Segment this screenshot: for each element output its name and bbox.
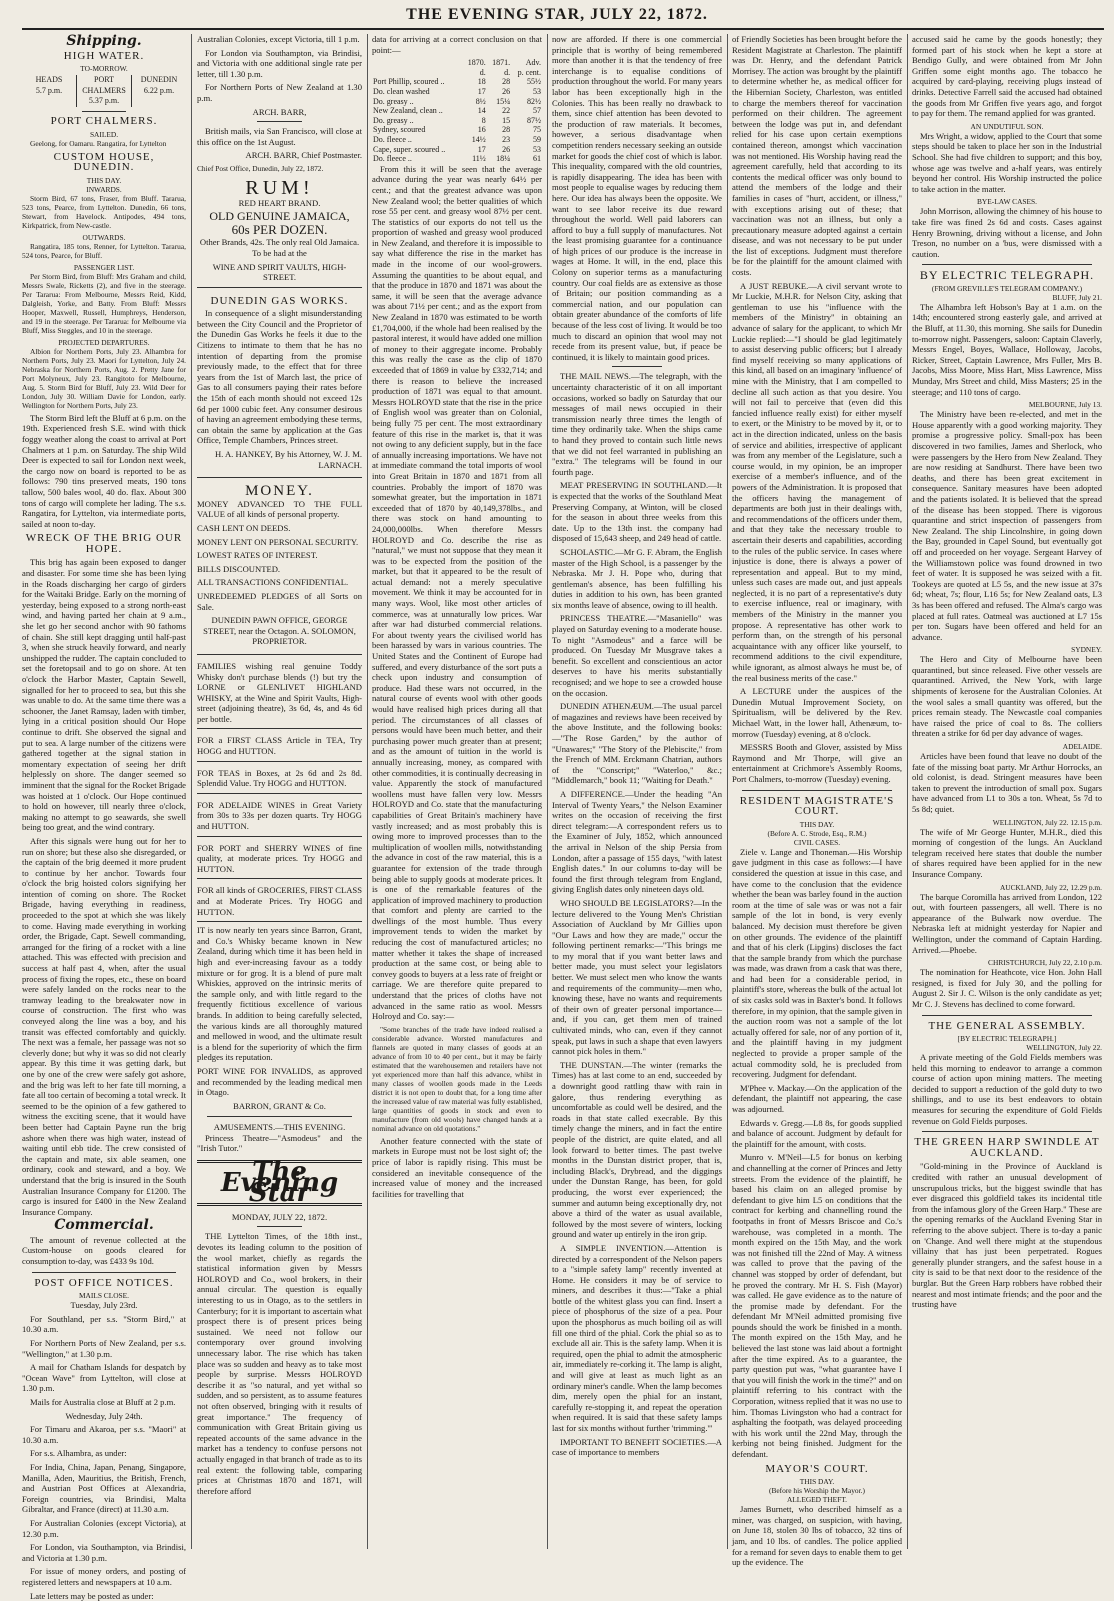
table-row: New Zealand, clean .. 14 22 57: [372, 106, 542, 116]
paper-date: MONDAY, JULY 22, 1872.: [197, 1212, 362, 1223]
hogg-advertisement: FAMILIES wishing real genuine Toddy Whisky don't purchase blends (!) but try the LORNE or GLENLIVET HIGHLAND WHISKY, at the Wine and Spirit Vaults, High-street (adjoining theatre), 3s 6d, 4s, and 4s 6d per bottle.: [197, 658, 362, 730]
civil-cases-heading: CIVIL CASES.: [732, 838, 902, 847]
news-paragraph: MEAT PRESERVING IN SOUTHLAND.—It is expected that the works of the Southland Meat Preserving Company, at Winton, will be closed for the season in about three weeks from this date. Up to the 13th inst. the company had disposed of 15,643 sheep, and 249 head of cattle.: [552, 480, 722, 544]
post-line: For issue of money orders, and posting of registered letters and newspapers at 10 a.m.: [22, 1566, 186, 1587]
commercial-heading: Commercial.: [22, 1220, 186, 1231]
post-line: Tuesday, July 23rd.: [22, 1300, 186, 1311]
amusements-heading: AMUSEMENTS.—THIS EVENING.: [197, 1122, 362, 1133]
news-paragraph: A LECTURE under the auspices of the Dunedin Mutual Improvement Society, on Spiritualism, will be delivered by the Rev. Michael Watt, in the lower hall, Athenæum, to-morrow (Tuesday) evening, at 8 o'clock.: [732, 686, 902, 739]
post-line: For Southland, per s.s. "Storm Bird," at 10.30 a.m.: [22, 1314, 186, 1335]
byelaw-heading: BYE-LAW CASES.: [912, 197, 1102, 206]
telegraph-subheading: (FROM GREVILLE'S TELEGRAM COMPANY.): [912, 284, 1102, 293]
gas-text: In consequence of a slight misunderstanding between the City Council and the Proprietor of the Dunedin Gas Works he feels it due to the Citizens to intimate to them that he has no intention of departing from the promise previously made, to the effect that for three years from the 1st of March last, the price of Gas to all consumers paying their rates before the 15th of each month should not exceed 12s 6d per 1000 cubic feet. Any consumer desirous of having an agreement embodying these terms, can obtain the same by application at the Gas Office, Temple Chambers, Princes street.: [197, 308, 362, 446]
mayor-day: THIS DAY.: [732, 1477, 902, 1486]
post-line: For Timaru and Akaroa, per s.s. "Maori" at 10.30 a.m.: [22, 1424, 186, 1445]
leader-quote: "Some branches of the trade have indeed realised a considerable advance. Worsted manufactures and flannels are quoted in many classes of goods at an advance of from 10 to 40 per cent., but it may be fairly estimated that the warehousemen and retailers have not yet experienced more than half this advance, whilst in many classes of woollen goods made in the Leeds district it is not open to doubt that, for a long time after the increased value of raw material was fully established, large quantities of goods in stock and even to manufacture (from old wools) have changed hands at a nominal advance on old quotations.": [372, 1025, 542, 1133]
table-row: Do. greasy .. 8 15 87½: [372, 116, 542, 126]
telegram: [912, 293, 1102, 397]
rule: [257, 121, 302, 122]
rule: [257, 1226, 302, 1227]
mayor-court-heading: MAYOR'S COURT.: [732, 1464, 902, 1475]
telegram-text: The wife of Mr George Hunter, M.H.R., died this morning of congestion of the lungs. An Auckland telegram received here states that double the number of shares required have been applied for in the new Insurance Company.: [912, 827, 1102, 880]
money-advertisement: [197, 481, 362, 655]
whisky-advertisement: IT is now nearly ten years since Barron, Grant, and Co.'s Whisky became known in New Zealand, during which time it has been held in high and ever-increasing favour as a toddy mixture or for grog. It is a blend of pure malt Whiskies, approved on the intrinsic merits of the sample only, and with little regard to the frequently fictitious excellence of various brands. In addition to being carefully selected, the various kinds are all thoroughly matured and mellowed in wood, and the ultimate result is a blend for the superiority of which the firm pledges its reputation.: [197, 925, 362, 1063]
column-4: [552, 34, 722, 1549]
table-row: Port Phillip, scoured .. 18 28 55½: [372, 77, 542, 87]
tide-port-chalmers: PORT CHALMERS 5.37 p.m.: [76, 75, 132, 107]
column-divider: [191, 34, 192, 1549]
high-water-heading: HIGH WATER.: [22, 51, 186, 62]
column-divider: [727, 34, 728, 1549]
rum-text: Other Brands, 42s. The only real Old Jamaica. To be had at the: [197, 237, 362, 258]
post-line: Late letters may be posted as under:: [22, 1591, 186, 1601]
table-header-row: 1870. 1871. Adv.: [372, 58, 542, 68]
wreck-paragraph: After this signals were hung out for her to run on shore; but these also she disregarded, or the captain of the brig deemed it more prudent to continue by her anchor. Towards four o'clock the brig hoisted colors signifying her intention of coming on shore. The Rocket Brigade, having everything in readiness, proceeded to the spot at which she was likely to come. Having made everything in working order, the Brigade, Capt. Sewell commanding, arranged for the firing of a rocket with a line attached. This was effected with precision and success at half past 4, when, after the usual process of fixing the ropes, etc., these on board were safely landed on the rocks near to the tramway leading to the breakwater now in course of construction. The first who was conveyed along the line was a boy, and his transit was effected comfortably and quickly. The next was a female, her passage was not so cleverly done; but why it was so did not clearly appear. By this time it was getting dark, but one by one of the crew were safely got ashore, and the brig was left to her fate till morning, a fate all too certain of becoming a total wreck. It seemed to be the opinion of a few gathered to witness the exciting scene, that it would have been better had Captain Payne run the brig ashore when there was high water, instead of waiting until ebb tide. The crew consisted of the captain and mate, six able seamen, one ordinary, cook and steward, and a boy. We understand that the brig is insured in the South Australian Insurance Company for £1200. The cargo is insured for £400 in the New Zealand Insurance Company.: [22, 836, 186, 1217]
court-case: Edwards v. Gregg.—L8 8s, for goods supplied and balance of account. Judgment by default for the plaintiff for the amount, with costs.: [732, 1118, 902, 1150]
rum-vaults: WINE AND SPIRIT VAULTS, HIGH-STREET.: [197, 262, 362, 283]
news-paragraph: SCHOLASTIC.—Mr G. F. Abram, the English master of the High School, is a passenger by the Nebraska. Mr J. H. Pope who, during that gentleman's absence, has been fulfilling his duties in addition to his own, has been granted six months leave of absence, owing to ill health.: [552, 547, 722, 611]
rule: [612, 366, 662, 367]
post-line: For s.s. Alhambra, as under:: [22, 1448, 186, 1459]
rule: [32, 1272, 176, 1273]
post-cont-line: Australian Colonies, except Victoria, till 1 p.m.: [197, 34, 362, 45]
post-line: For India, China, Japan, Penang, Singapore, Manilla, Aden, Mauritius, the British, French, and Austrian Post Offices at Alexandria, Foreign countries, via Brindisi, Malta Gibraltar, and France (direct) at 11.30 a.m.: [22, 1462, 186, 1515]
rum-advertisement: [197, 176, 362, 288]
telegram-place: BLUFF, July 21.: [912, 293, 1102, 302]
rm-court-heading: RESIDENT MAGISTRATE'S COURT.: [732, 796, 902, 817]
post-line: For Northern Ports of New Zealand, per s.s. "Wellington," at 1.30 p.m.: [22, 1338, 186, 1359]
rm-before: (Before A. C. Strode, Esq., R.M.): [732, 829, 902, 838]
telegram-text: The Alhambra left Hobson's Bay at 1 a.m. on the 14th; encountered strong easterly gale, and arrived at the Bluff, at 11.30, this morning. She sails for Dunedin to-morrow night. Passengers, saloon: Captain Claverly, Messrs Engel, Boyes, Wallace, Holloway, Jacobs, Ricker, Street, Captain Lawrence, Mrs Fuller, Mrs B. Jacobs, Miss Moore, Miss Hart, Miss Lawrence, Miss Munday, Mrs Street and child, Miss Masters; 25 in the steerage; and 110 tons of cargo.: [912, 302, 1102, 397]
news-paragraph: A JUST REBUKE.—A civil servant wrote to Mr Luckie, M.H.R. for Nelson City, asking that gentleman to use his "influence with the members of the Ministry" in obtaining an advance of salary for the applicant, to which Mr Luckie replied:—"I should be glad legitimately to assist deserving public officers; but I already find myself receiving so many applications of this kind, all based on an imaginary 'influence' of mine with the Ministry, that I am compelled to decline all such action as that you desire. You will not fail to perceive that (even did this fancied influence really exist) for either myself to exert, or the Ministry to be moved by it, or to act in the direction indicated, unless on the basis of service and abilities, irrespective of applicant was from any member of the Legislature, such a course would, in my opinion, be an improper exercise of a member's influence, and of the powers of the Administration. It is proposed that the officers having the management of departments are both just in their dealings with, and recommendations of the officers under them, and that they take the necessary trouble to ascertain their deserts and capabilities, according to the rules of the public service. In cases where injustice is done, there is always a power of representation and appeal. But to my mind, unless such cases are made out, and just appeals neglected, it is no part of a representative's duty to exercise influence, real or imaginary, with members of the Ministry in the manner you propose. A representative has other work to perform than, on the strength of his personal acquaintance with any officer like yourself, to recommend additions to the civil expenditure, while ignorant, as almost always he must be, of the real business merits of the case.": [732, 281, 902, 684]
harp-text: "Gold-mining in the Province of Auckland is credited with rather an unusual development of unscrupulous tricks, but the biggest swindle that has ever disgraced this goldfield takes its incidental title from the infamous glory of the Green Harp." These are the opening remarks of the Auckland Evening Star in referring to the above subject. There is to-day a panic on 'Change. And well there might at the stupendous villainy that has just been perpetrated. Rogues generally plunder strangers, and the safest house in a city is said to be that next door to the residence of the burglar. But the Green Harp robbers have robbed their nearest and most intimate friends; and the poor and the trusting have: [912, 1161, 1102, 1309]
table-row: Do. clean washed 17 26 53: [372, 87, 542, 97]
court-case: John Morrison, allowing the chimney of his house to take fire was fined 2s 6d and costs. Cases against Henry Browning, driving without a license, and John Treson, no number on a 'bus, were dismissed with a caution.: [912, 206, 1102, 259]
column-1: [22, 34, 186, 1549]
leader-text: THE Lyttelton Times, of the 18th inst., devotes its leading column to the position of the wool market, chiefly as regards the statistical information given by Messrs HOLROYD and Co., wool brokers, in their annual circular. The question is equally interesting to us in Otago, as to the settlers in Canterbury; for it is important to ascertain what prospect there is of present prices being sustained. We need not follow our contemporary over ground involving unnecessary labor. The rise which has taken place was so sudden and heavy as to take most people by surprise. Messrs HOLROYD describe it as "so natural, and yet withal so sudden, and so persistent, as to assume features not often observed, bringing with it results of great importance." The frequency of communication with Great Britain giving us repeated accounts of the same advance in the market has a tendency to confuse persons not actually engaged in that branch of trade as to its real extent: the following table, comparing prices at Christmas 1870 and 1871, will therefore afford: [197, 1231, 362, 1496]
hogg-advertisement: FOR TEAS in Boxes, at 2s 6d and 2s 8d. Splendid Value. Try HOGG and HUTTON.: [197, 765, 362, 794]
money-heading: MONEY.: [197, 486, 362, 497]
news-paragraph: THE DUNSTAN.—The winter (remarks the Times) has at last come to an end, succeeded by a downright good rattling thaw with rain in galore, thus rendering everything as uncomfortable as could well be desired, and the roads in that state called execrable. By this timely change the miners, and in fact the entire people of the district, are quite elated, and all look forward to better times. The past twelve months in the Dunstan district proper, that is, including Black's, Drybread, and the diggings under the Dunstan Range, has been, for gold producing, the worst ever experienced; the summer and autumn being exceptionally dry, not above a third of the water as usual available, followed by the most severe of winters, locking ground and water up entirely in the iron grip.: [552, 1060, 722, 1240]
telegram: [912, 645, 1102, 739]
wool-intro: data for arriving at a correct conclusion on that point:—: [372, 34, 542, 55]
telegram-place: WELLINGTON, July 22. 12.15 p.m.: [912, 818, 1102, 827]
court-case: James Burnett, who described himself as a miner, was charged, on suspicion, with having, on June 18, stolen 30 lbs of tobacco, 32 tins of jam, and 10 lbs. of candles. The police applied for a remand for seven days to enable them to get up the evidence. The: [732, 1504, 902, 1568]
telegram-text: Articles have been found that leave no doubt of the fate of the missing boat party. Mr Arthur Horrocks, an old colonist, is dead. Stringent measures have been taken to prevent the introduction of small pox. Sugars have advanced from L1 to 30s a ton. Wheat, 5s 7d to 5s 8d; quiet.: [912, 751, 1102, 815]
telegram: [912, 958, 1102, 1009]
news-paragraph: A DIFFERENCE.—Under the heading "An Interval of Twenty Years," the Nelson Examiner writes on the occasion of receiving the first direct telegram:—A correspondent refers us to the Examiner of July, 1852, which announced the arrival in Nelson of the ship Persia from London, after a passage of 155 days, "with latest English dates." In our columns to-day will be found the first through telegram from England, giving English dates only nineteen days old.: [552, 789, 722, 895]
court-case: M'Phee v. Mackay.—On the application of the defendant, the plaintiff not appearing, the case was adjourned.: [732, 1083, 902, 1115]
outwards-text: Rangatira, 185 tons, Renner, for Lyttelton. Tararua, 524 tons, Pearce, for Bluff.: [22, 242, 186, 260]
news-paragraph: THE MAIL NEWS.—The telegraph, with the uncertainty characteristic of it on all important occasions, worked so badly on Saturday that our messages of mail news occupied in their transmission nearly three times the length of time they ordinarily take. When the ships came to hand they proved to contain such little news that we did not feel warranted in publishing an "extra." The telegrams will be found in our fourth page.: [552, 371, 722, 477]
port-wine-signature: BARRON, GRANT & Co.: [197, 1101, 362, 1112]
telegram-text: The barque Coromilla has arrived from London, 122 out, with fourteen passengers, all well. There is no appearance of the Bulwark now overdue. The Nebraska left at midnight yesterday for Napier and Wellington, under the command of Captain Harding. Arrived.—Phoebe.: [912, 892, 1102, 956]
post-cont-line: For Northern Ports of New Zealand at 1.30 p.m.: [197, 82, 362, 103]
outwards-heading: OUTWARDS.: [22, 233, 186, 242]
rum-heading: RUM!: [197, 183, 362, 194]
customs-heading: CUSTOM HOUSE, DUNEDIN.: [22, 152, 186, 173]
news-paragraph: of Friendly Societies has been brought before the Resident Magistrate at Charleston. The plaintiff was Dr. Henry, and the defendant Patrick Morrisey. The action was brought by the plaintiff to determine whether he, as medical officer for the Hibernian Society, Charleston, was entitled to charge the members thereof for vaccination performed on their children. The agreement between the lodge was put in, and defendant relied for his case upon certain exemptions contained thereon, amongst which vaccination was not mentioned. His Worship having read the agreement carefully, held that according to its contents the medical officer was only bound to attend the members of the lodge and their families in cases of "hurt, accident, or illness," with exceptions arising out of these; that vaccination was not an illness, but only a precautionary measure adopted against a certain disease, and was not necessary to be put under the list of exceptions. Judgment must therefore be for the plaintiff for the amount claimed with costs.: [732, 34, 902, 278]
leader-paragraph: now are afforded. If there is one commercial principle that is worthy of being remembered more than another it is that the tendency of free interchange is to equalise conditions of production throughout the world. For many years labor has been exceptionally high in the Colonies. This has been really no drawback to them, since chief attention has been devoted to the production of raw materials. It becomes, however, a serious disadvantage when competition renders necessary seeking an outside market for goods the chief cost of which is labor. This inequality, compared with the old countries, is rapidly disappearing. The idea has been with most people to equalise wages by reducing them here. Our idea has always been the opposite. We want to see labor receive its due reward throughout the world. Well paid laborers can afford to buy a full supply of manufactures. Not the least promising guarantee for a continuance of high prices of our produce is the increase in wages at Home. It will, in the end, place this Colony on superior terms as a manufacturing country. Our coal fields are as extensive as those of Britain; our position commanding as a commercial nation, and our population can obtain greater abundance of the comforts of life because of the less cost of living. It would be too much to discard an opinion that wool may not recede from its present value, but, if peace be continued, it is likely to maintain good prices.: [552, 34, 722, 362]
sailed-text: Geelong, for Oamaru. Rangatira, for Lyttelton: [22, 139, 186, 148]
leader-paragraph: Another feature connected with the state of markets in Europe must not be lost sight of; the price of labor is rapidly rising. This must be considered an inevitable consequence of the increased value of money and the increased facilities for travelling that: [372, 1136, 542, 1200]
leader-paragraph: From this it will be seen that the average advance during the year was nearly 64½ per cent.; and that the greatest advance was upon New Zealand wool; the better qualities of which rose 55 per cent. and greasy wool 87½ per cent. The statistics of our exports do not tell us the proportion of washed and greasy wool produced in New Zealand, and therefore it is impossible to say what difference the rise in the market has made in the income of our wool-growers. Assuming the quantities to be about equal, and that the produce in 1870 and 1871 was about the same, it will be seen that the average advance was about 71½ per cent.; and as the export from New Zealand in 1870 was estimated to be worth £1,704,000, if the whole had been realised by the pastoral interest, it would have added one million of money to their aggregate income. Probably this was really the case as the clip of 1870 exceeded that of 1869 in value by £332,714; and there is reason to believe the increased production of 1871 was equal to that amount. Messrs HOLROYD state that the rise in the price of English wool was greater than on Colonial, being fully 75 per cent. The most extraordinary feature of this rise in the market is, that it was not owing to any deficient supply, but in the face of annually increasing importations. We have not at immediate command the total imports of wool into Great Britain in 1870 and 1871 from all countries. Probably the import of 1870 was somewhat greater, but the importation in 1871 exceeded that of 1870 by 40,149,378lbs., and there was stock on hand amounting to 24,000,000lbs. When therefore Messrs HOLROYD and Co. describe the rise as "natural," we must not suppose that they mean it was to be expected from the position of the market, but that it appeared to be the result of actual demand: not a merely speculative movement. We think it may be accounted for in many ways. Wool, like most other articles of commerce, was at unnaturally low prices. War after war had disturbed commercial relations. For about twenty years the civilised world has been harassed by wars in various countries. The United States and the Continent of Europe had suffered, and every disturbance of the sort puts a check upon industry and consumption of produce. Had these wars not occurred, in the natural course of events wool with other goods would have realised high prices during all that period. The circumstances of all classes of persons would have been much better, and their purchasing power much greater than at present; and as the amount of tuition in the world is annually increasing, money, as compared with other commodities, it is continually decreasing in value. Apparently the stock of manufactured woollens must have fallen very low. Messrs HOLROYD and Co. state that the manufacturing capabilities of Great Britain's machinery have vastly increased; and as most probably this is owing more to improved processes than to the multiplication of woollen mills, notwithstanding the advance in cost of the raw material, this is a guarantee for extension of the trade through being able to supply goods at moderate prices. It is one of the remarkable features of the application of improved machinery to production that comfort and plenty are carried to the dwellings of the most humble. Thus every improvement tends to widen the market by reducing the cost of manufactured articles; no matter whether it takes the shape of increased production at the same cost, or being able to convey goods to buyers at a less rate of freight or carriage. We are therefore quite prepared to understand that the prices of cloths have not advanced in the same ratio as wool. Messrs Holroyd and Co. say:—: [372, 164, 542, 1022]
projected-heading: PROJECTED DEPARTURES.: [22, 338, 186, 347]
money-line: MONEY LENT ON PERSONAL SECURITY.: [197, 537, 362, 548]
shipping-heading: Shipping.: [22, 36, 186, 47]
mails-close-label: MAILS CLOSE.: [22, 1291, 186, 1300]
inwards-heading: INWARDS.: [22, 185, 186, 194]
hogg-advertisement: FOR ADELAIDE WINES in Great Variety from 30s to 33s per dozen quarts. Try HOGG and HUTTON.: [197, 797, 362, 837]
money-signature: DUNEDIN PAWN OFFICE, GEORGE STREET, near the Octagon. A. SOLOMON, PROPRIETOR.: [197, 615, 362, 647]
column-5: [732, 34, 902, 1549]
rule: [742, 790, 892, 791]
news-paragraph: PRINCESS THEATRE.—"Masaniello" was played on Saturday evening to a moderate house. To night "Asmodeus" and a farce will be produced. On Tuesday Mr Musgrave takes a benefit. So excellent and conscientious an actor deserves to have his merits substantially recognised; and we hope to see a crowded house on the occasion.: [552, 613, 722, 698]
rule: [922, 1131, 1092, 1132]
rule: [207, 1116, 352, 1117]
table-row: Do. fleece .. 14½ 23 59: [372, 135, 542, 145]
telegram-place: AUCKLAND, July 22, 12.29 p.m.: [912, 883, 1102, 892]
court-case: Mrs Wright, a widow, applied to the Court that some steps should be taken to place her son in the Industrial School. She had five children to support; and this boy, whose age was twelve and a-half years, was entirely beyond her control. His Worship instructed the police to take action in the matter.: [912, 131, 1102, 195]
court-case: Ziele v. Lange and Thoneman.—His Worship gave judgment in this case as follows:—I have considered the question at issue in this case, and have come to the conclusion that the evidence whether the bean was barley found in the auction room at the time of sale was or was not a fair sample of the lot in bond, is very evenly balanced. My decision must therefore be given on other grounds. The evidence of the plaintiff and that of his clerk (Lipgins) discloses the fact that the sample brandy from which the purchase was made, was drawn from a cask that was there, and had been for a considerable period, in plaintiff's store, whereas the bulk of the actual lot of six casks sold was in Baxter's bond. It follows therefore, in my opinion, that the sample given in the auction room was not a sample of the lot actually offered for sale, nor of any portion of it, and the plaintiff having in my judgment neglected to provide a proper sample of the actual commodity sold, he is precluded from recovering. Judgment for defendant.: [732, 847, 902, 1080]
post-cont-line: ARCH. BARR,: [197, 107, 362, 118]
rum-price: 60s PER DOZEN.: [197, 225, 362, 236]
masthead: THE EVENING STAR, JULY 22, 1872.: [0, 6, 1114, 24]
telegram: [912, 742, 1102, 815]
inwards-text: Storm Bird, 67 tons, Fraser, from Bluff. Tararua, 523 tons, Pearce, from Lyttelton. Dunedin, 66 tons, Stewart, from Havelock. Antipodes, 494 tons, Kirkpatrick, from New-castle.: [22, 194, 186, 230]
column-divider: [547, 34, 548, 1549]
wool-price-table: [372, 58, 542, 164]
post-cont-line: Chief Post Office, Dunedin, July 22, 1872.: [197, 164, 362, 173]
telegram-text: The Hero and City of Melbourne have been quarantined, but since released. Five other vessels are quarantined. Arrived, the New York, with large shipments of kerosene for the Australian Colonies. At the wool sales a small quantity was offered, but the prices remain steady. The Newcastle coal companies have raised the price of coal to 8s. The colliers threaten a strike for 6d per day advance of wages.: [912, 654, 1102, 739]
sailed-subheading: SAILED.: [22, 130, 186, 139]
commercial-text: The amount of revenue collected at the Custom-house on goods cleared for consumption to-day, was £433 9s 10d.: [22, 1235, 186, 1267]
post-line: Wednesday, July 24th.: [22, 1411, 186, 1422]
telegram: [912, 400, 1102, 642]
projected-text: Albion for Northern Ports, July 23. Alhambra for Northern Ports, July 23. Maori for Lyttelton, July 24. Nebraska for Northern Ports, Aug. 2. Pretty Jane for Port Molyneux, July 23. Rangitoto for Melbourne, Aug. 5. Storm Bird for Bluff, July 23. Wild Deer for London, July 30. William Davie for London, early. Wellington for Northern Ports, July 23.: [22, 347, 186, 410]
assembly-place: WELLINGTON, July 22.: [912, 1043, 1102, 1052]
rule: [922, 1015, 1092, 1016]
news-paragraph: A SIMPLE INVENTION.—Attention is directed by a correspondent of the Nelson papers to a "simple safety lamp" recently invented at Home. He considers it may be of service to miners, and describes it thus:—"Take a phial bottle of the whitest glass you can find. Insert a piece of phosphorus of the size of a pea. Pour upon the phosphorus as much boiling oil as will fill one third of the phial. Cork the phial so as to exclude all air. This is the safety lamp. When it is required, open the phial to admit the atmospheric air, immediately re-corking it. The lamp is alight, and will give at least as much light as an ordinary miner's candle. When the lamp becomes dim, merely open the phial for an instant, carefully re-stopping it, and repeat the operation when required. It is said that these safety lamps last for six months without further 'trimming.'": [552, 1243, 722, 1434]
post-office-heading: POST OFFICE NOTICES.: [22, 1278, 186, 1289]
post-cont-line: For London via Southampton, via Brindisi, and Victoria with one additional single rate per letter, till 1.30 p.m.: [197, 48, 362, 80]
tide-table: [22, 75, 186, 107]
passenger-heading: PASSENGER LIST.: [22, 263, 186, 272]
telegram: [912, 883, 1102, 956]
telegram-place: CHRISTCHURCH, July 22, 2.10 p.m.: [912, 958, 1102, 967]
rum-brand: RED HEART BRAND.: [197, 198, 362, 209]
telegram: [912, 818, 1102, 880]
table-row: Sydney, scoured 16 28 75: [372, 125, 542, 135]
rum-line: OLD GENUINE JAMAICA,: [197, 211, 362, 222]
wreck-heading: WRECK OF THE BRIG OUR HOPE.: [22, 533, 186, 554]
money-line: ALL TRANSACTIONS CONFIDENTIAL.: [197, 577, 362, 588]
harp-heading: THE GREEN HARP SWINDLE AT AUCKLAND.: [912, 1137, 1102, 1158]
this-day-label: THIS DAY.: [22, 176, 186, 185]
telegram-place: MELBOURNE, July 13.: [912, 400, 1102, 409]
news-paragraph: IMPORTANT TO BENEFIT SOCIETIES.—A case of importance to members: [552, 1437, 722, 1458]
news-paragraph: MESSRS Booth and Glover, assisted by Miss Raymond and Mr Thorpe, will give an entertainment at Crichmore's Assembly Rooms, Port Chalmers, to-morrow (Tuesday) evening.: [732, 742, 902, 784]
hogg-advertisement: FOR all kinds of GROCERIES, FIRST CLASS and at Moderate Prices. Try HOGG and HUTTON.: [197, 882, 362, 922]
money-line: BILLS DISCOUNTED.: [197, 564, 362, 575]
gas-advertisement: [197, 291, 362, 479]
column-divider: [367, 34, 368, 1549]
money-line: LOWEST RATES OF INTEREST.: [197, 550, 362, 561]
wreck-paragraph: This brig has again been exposed to danger and disaster. For some time she has been lying in the Roads discharging her cargo of girders for the Waitaki Bridge. Early on the morning of yesterday, being exposed to a strong north-east wind, and having parted her chain at 9 a.m., she let go her second anchor with 90 fathoms of chain. She still kept dragging until half-past 3, when she struck heavily forward, and nearly unshipped the rudder. The captain concluded to set the foretopsail and to go on shore. At ten o'clock the Harbor Master, Captain Sewell, signalled for her to proceed to sea, but this she was unable to do. At the same time there was a schooner, the Janet Ramsay, laden with timber, lying in a critical position should Our Hope continue to drift. She observed the signal and put to sea. A large number of the citizens were gathered together at the signal station in momentary expectation of seeing her drift helplessly on shore. The danger seemed so imminent that the signal for the Rocket Brigade was hoisted at 1 o'clock. Our Hope continued to hold on however, till nearly three o'clock, making no attempt to go seawards, she swell being too great, and the wind contrary.: [22, 557, 186, 832]
table-header-row: d. d. p. cent.: [372, 68, 542, 78]
arrivals-text: The Storm Bird left the Bluff at 6 p.m. on the 19th. Experienced fresh S.E. wind with thick foggy weather along the coast to arrival at Port Chalmers at 1 p.m. on Saturday. The ship Wild Deer is expected to sail for London next week, the cargo now on board is reported to be as follows: 790 tins preserved meats, 190 tons tallow, 500 bales wool, 40 do. flax. About 300 tons of cargo will complete her lading. The s.s. Rangatira, for Lyttelton, via intermediate ports, sailed at noon to-day.: [22, 413, 186, 530]
news-paragraph: DUNEDIN ATHENÆUM.—The usual parcel of magazines and reviews have been received by the above Institute, and the following books:—"The Rose Garden," by the author of "Unawares;" "The Story of the Plebiscite," from the French of MM. Erckmann Chatrian, authors of the "Conscript;" "Waterloo," &c.; "Middlemarch," book 11; "Waiting for Death.": [552, 701, 722, 786]
table-row: Cape, super. scoured .. 17 26 53: [372, 145, 542, 155]
passenger-text: Per Storm Bird, from Bluff: Mrs Graham and child, Messrs Swale, Ricketts (2), and five in the steerage. Per Tararua: From Melbourne, Messrs Reid, Kidd, Dalgleish, Yorke, and Batty. From Bluff: Messrs Hooper, Maxwell, Russell, Humphreys, Henderson, and 19 in the steerage. Per Tararua: for Melbourne via Bluff, Miss Steggles, and 10 in the steerage.: [22, 272, 186, 335]
assembly-subheading: [BY ELECTRIC TELEGRAPH.]: [912, 1034, 1102, 1043]
rule: [922, 264, 1092, 265]
telegram-text: The Ministry have been re-elected, and met in the House apparently with a good working majority. They promise a progressive policy. Small-pox has been discovered in two families, James and Sherlock, who were passengers by the Hero from New Zealand. They are now residing at Sandhurst. There have been two deaths, and there has been great excitement in consequence. Sanitary measures have been adopted and the patients isolated. It is believed that the spread of the disease has been stopped. There is vigorous quarantine and strict inspection of passengers from New Zealand. The ship Lincolnshire, in going down the Bay, grounded in Capel Sound, but eventually got off and proceeded on her voyage. Sergeant Harvey of the Williamstown police was found drowned in two feet of water. It is supposed he was seized with a fit. Tookeys are quoted at L5 5s, and the new issue at 37s 6d; wheat, 7s; flour, L16 5s; for New Zealand oats, L3 3s has been offered and refused. The Alma's cargo was placed at full rates. Oatmeal was auctioned at L7 15s per ton. Sugars have been offered and held for an advance.: [912, 409, 1102, 642]
news-paragraph: WHO SHOULD BE LEGISLATORS?—In the lecture delivered to the Young Men's Christian Association of Auckland by Mr Gillies upon "Our Laws and how they are made," occur the following pertinent remarks:—"This brings me to my moral that if you want better laws and better made, you must select your legislators better. We must select men who know the wants and requirements of the community—men who, knowing these, have no wants and requirements of their own of greater personal importance—and, if you can, get them men of trained cultivated minds, who can, even if they cannot speak, put laws in such a shape that even lawyers cannot pick holes in them.": [552, 898, 722, 1057]
tide-dunedin: DUNEDIN 6.22 p.m.: [132, 75, 186, 107]
column-3: [372, 34, 542, 1549]
gas-signature: H. A. HANKEY, By his Attorney, W. J. M. LARNACH.: [197, 449, 362, 470]
assembly-text: A private meeting of the Gold Fields members was held this morning to endeavor to arrange a common course of action upon mining matters. The meeting decided to support a reduction of the gold duty to two shillings, and to use its best endeavors to obtain measures for securing the expenditure of Gold Fields revenue on Gold Fields purposes.: [912, 1052, 1102, 1126]
post-line: Mails for Australia close at Bluff at 2 p.m.: [22, 1397, 186, 1408]
alleged-theft-heading: ALLEGED THEFT.: [732, 1495, 902, 1504]
telegraph-heading: BY ELECTRIC TELEGRAPH.: [912, 270, 1102, 281]
telegram-place: ADELAIDE.: [912, 742, 1102, 751]
column-6: [912, 34, 1102, 1549]
money-line: UNREDEEMED PLEDGES of all Sorts on Sale.: [197, 591, 362, 612]
paper-title: The Evening Star: [197, 1160, 362, 1206]
post-line: For Australian Colonies (except Victoria), at 12.30 p.m.: [22, 1518, 186, 1539]
table-row: Do. greasy .. 8½ 15¼ 82½: [372, 97, 542, 107]
column-divider: [907, 34, 908, 1549]
rm-day: THIS DAY.: [732, 820, 902, 829]
column-2: [197, 34, 362, 1549]
money-line: MONEY ADVANCED TO THE FULL VALUE of all kinds of personal property.: [197, 499, 362, 520]
amusements-text: Princess Theatre—"Asmodeus" and the "Irish Tutor.": [197, 1133, 362, 1154]
masthead-rule: [22, 28, 1104, 30]
port-wine-advertisement: PORT WINE FOR INVALIDS, as approved and recommended by the leading medical men in Otago.: [197, 1066, 362, 1098]
post-cont-line: British mails, via San Francisco, will close at this office on the 1st August.: [197, 126, 362, 147]
court-case: Munro v. M'Neil—L5 for bonus on kerbing and channelling at the corner of Princes and Jetty streets. From the evidence of the plaintiff, he based his claim on an alleged promise by defendant to give him L5 on conditions that the contract for kerbing and channelling round the footpaths in front of Messrs Briscoe and Co.'s warehouse, was completed in a month. The month expired on the 15th May, and the work was not finished till the 22nd of May. A witness was called to prove that the paving of the channel was stopped by order of defendant, but he proved the contrary. Mr H. S. Fish (Mayor) was called. He gave evidence as to the nature of the promise made by defendant. For the defendant Mr M'Neil admitted promising five pounds should the work be finished in a month. The month expired on the 15th May, and he believed the last stone was laid about a fortnight after the time expired. As to a guarantee, the party question put was, "what guarantee have I that you will finish the work in the time?" and on plaintiff referring to his contract with the Corporation, witness replied that it was no use to him. Thomas Livingston who had a contract for asphalting the footpath, was delayed proceeding with his work until the 22nd May, through the kerbing not being finished. Judgment for the defendant.: [732, 1152, 902, 1459]
hogg-advertisement: FOR a FIRST CLASS Article in TEA, Try HOGG and HUTTON.: [197, 732, 362, 761]
table-row: Do. fleece .. 11½ 18¼ 61: [372, 154, 542, 164]
court-case: accused said he came by the goods honestly; they formed part of his stock when he kept a store at Bendigo Gully, and were obtained from Mr John Griffen some eight months ago. The tobacco he acquired by card-playing, receiving plugs instead of drinks. Detective Farrell said the accused had obtained the goods from Mr Griffen five years ago, and forgot to pay for them. The remand applied for was granted.: [912, 34, 1102, 119]
post-line: For London, via Southampton, via Brindisi, and Victoria at 1.30 p.m.: [22, 1542, 186, 1563]
hogg-advertisement: FOR PORT and SHERRY WINES of fine quality, at moderate prices. Try HOGG and HUTTON.: [197, 840, 362, 880]
post-line: A mail for Chatham Islands for despatch by "Ocean Wave" from Lyttelton, will close at 1.30 p.m.: [22, 1362, 186, 1394]
mayor-before: (Before his Worship the Mayor.): [732, 1486, 902, 1495]
undutiful-heading: AN UNDUTIFUL SON.: [912, 122, 1102, 131]
assembly-heading: THE GENERAL ASSEMBLY.: [912, 1021, 1102, 1032]
gas-heading: DUNEDIN GAS WORKS.: [197, 296, 362, 307]
telegram-place: SYDNEY.: [912, 645, 1102, 654]
telegram-text: The nomination for Heathcote, vice Hon. John Hall resigned, is fixed for July 30, and the polling for August 2. Sir J. C. Wilson is the only candidate as yet; Mr C. J. Stevens has declined to come forward.: [912, 967, 1102, 1009]
tide-heads: HEADS 5.7 p.m.: [22, 75, 76, 107]
high-water-subheading: TO-MORROW.: [22, 64, 186, 73]
rule: [82, 111, 126, 112]
post-cont-line: ARCH. BARR, Chief Postmaster.: [197, 150, 362, 161]
money-line: CASH LENT ON DEEDS.: [197, 523, 362, 534]
port-chalmers-heading: PORT CHALMERS.: [22, 116, 186, 127]
